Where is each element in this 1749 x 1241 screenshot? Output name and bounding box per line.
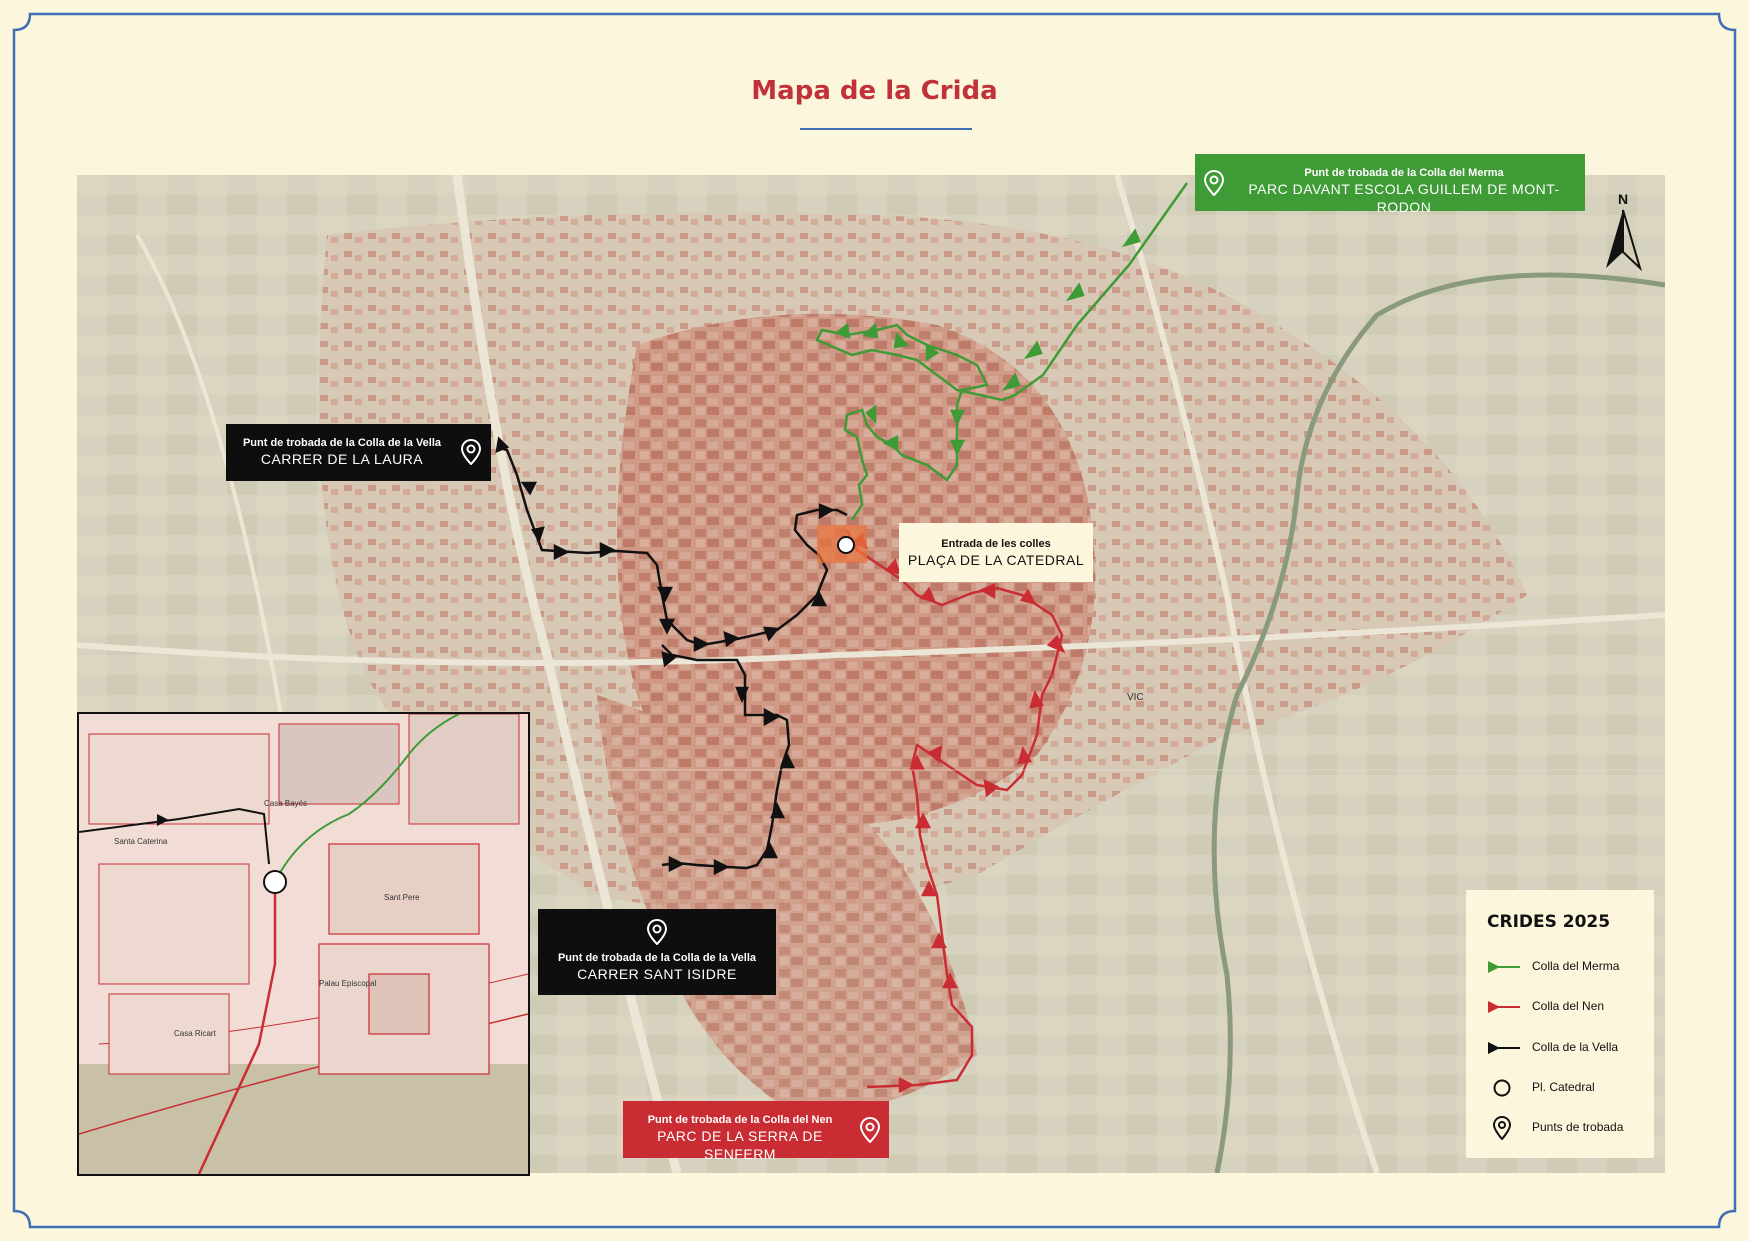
label-nen-meeting[interactable] [623, 1101, 889, 1162]
inset-canvas [79, 714, 528, 1174]
legend-item-catedral [1486, 1076, 1656, 1100]
place-vic: VIC [1127, 692, 1144, 703]
label-vella2-big: CARRER SANT ISIDRE [577, 966, 737, 982]
legend-label-catedral: Pl. Catedral [1532, 1080, 1595, 1094]
inset-place-palau: Palau Episcopal [319, 979, 377, 988]
location-pin-icon [859, 1117, 881, 1143]
inset-place-sant-pere: Sant Pere [384, 893, 420, 902]
legend-item-nen [1486, 995, 1656, 1019]
legend-title: CRIDES 2025 [1487, 912, 1611, 932]
black-arrow-line-icon [1486, 1036, 1522, 1060]
label-merma-big: PARC DAVANT ESCOLA GUILLEM DE MONT-RODON [1248, 181, 1560, 215]
label-vella1-small: Punt de trobada de la Colla de la Vella [242, 437, 442, 449]
legend-label-nen: Colla del Nen [1532, 999, 1605, 1013]
red-arrow-line-icon [1486, 995, 1522, 1019]
label-merma-meeting[interactable] [1195, 154, 1585, 215]
label-vella-meeting-1[interactable] [226, 424, 491, 481]
inset-place-santa-caterina: Santa Caterina [114, 837, 168, 846]
location-pin-icon [460, 439, 482, 465]
legend-item-punts [1486, 1116, 1656, 1140]
label-nen-big: PARC DE LA SERRA DE SENFERM [657, 1128, 823, 1162]
label-merma-small: Punt de trobada de la Colla del Merma [1304, 167, 1504, 179]
circle-icon [1486, 1076, 1522, 1100]
north-arrow-icon [1598, 190, 1648, 275]
label-vella1-big: CARRER DE LA LAURA [260, 451, 424, 467]
green-arrow-line-icon [1486, 955, 1522, 979]
label-entrance-big: PLAÇA DE LA CATEDRAL [907, 552, 1085, 568]
inset-place-casa-bayes: Casa Bayés [264, 799, 308, 808]
inset-detail-map[interactable] [77, 712, 530, 1176]
label-entrance[interactable] [899, 523, 1093, 582]
label-vella2-small: Punt de trobada de la Colla de la Vella [557, 952, 757, 964]
location-pin-icon [1486, 1116, 1522, 1140]
location-pin-icon [646, 919, 668, 945]
inset-place-casa-ricart: Casa Ricart [174, 1029, 216, 1038]
legend-item-vella [1486, 1036, 1656, 1060]
cathedral-circle-icon [838, 537, 854, 553]
legend-label-punts: Punts de trobada [1532, 1120, 1624, 1134]
legend-item-merma [1486, 955, 1656, 979]
label-nen-small: Punt de trobada de la Colla del Nen [647, 1114, 833, 1126]
label-entrance-small: Entrada de les colles [941, 538, 1051, 550]
legend-label-vella: Colla de la Vella [1532, 1040, 1619, 1054]
compass-letter: N [1617, 191, 1629, 207]
legend [1466, 890, 1654, 1158]
location-pin-icon [1203, 170, 1225, 196]
page-title: Mapa de la Crida [751, 76, 998, 106]
title-underline [800, 128, 972, 130]
label-vella-meeting-2[interactable] [538, 909, 776, 995]
legend-label-merma: Colla del Merma [1532, 959, 1620, 973]
